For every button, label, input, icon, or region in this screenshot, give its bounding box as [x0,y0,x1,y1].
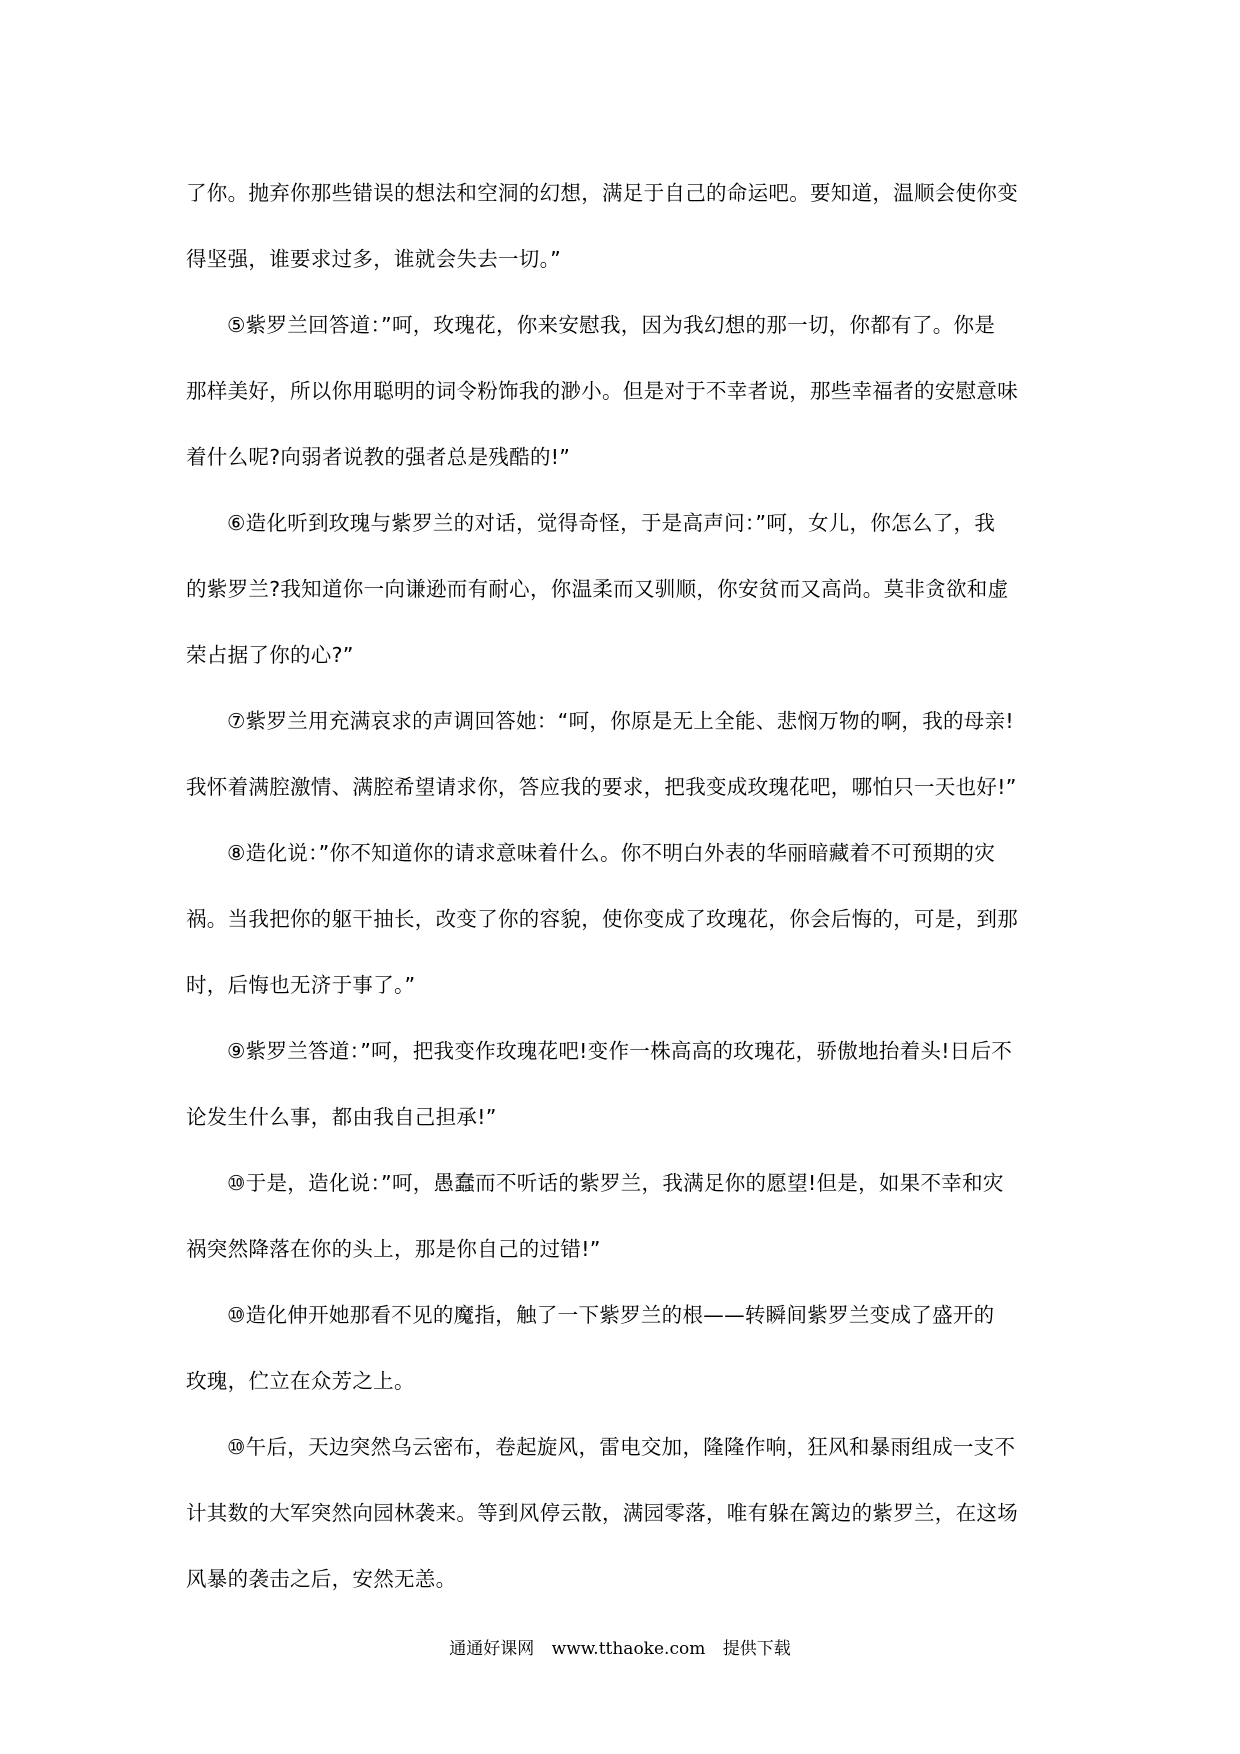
text-line: 风暴的袭击之后，安然无恙。 [186,1567,457,1591]
page-footer [0,1634,1240,1659]
text-line: 论发生什么事，都由我自己担承!” [186,1105,497,1129]
text-line: 了你。抛弃你那些错误的想法和空洞的幻想，满足于自己的命运吧。要知道，温顺会使你变 [186,181,1018,205]
text-line: 荣占据了你的心?” [186,643,354,667]
text-line: 我怀着满腔激情、满腔希望请求你，答应我的要求，把我变成玫瑰花吧，哪怕只一天也好!” [186,775,1017,799]
text-line: 着什么呢?向弱者说教的强者总是残酷的!” [186,445,571,469]
footer-url-link[interactable]: www.tthaoke.com [551,1639,706,1659]
paragraph-7-line: ⑦紫罗兰用充满哀求的声调回答她：“呵，你原是无上全能、悲悯万物的啊，我的母亲! [227,709,1014,733]
paragraph-11-line: ⑩造化伸开她那看不见的魔指，触了一下紫罗兰的根——转瞬间紫罗兰变成了盛开的 [227,1303,995,1327]
text-line: 那样美好，所以你用聪明的词令粉饰我的渺小。但是对于不幸者说，那些幸福者的安慰意味 [186,379,1018,403]
text-line: 时，后悔也无济于事了。” [186,973,416,997]
text-line: 计其数的大军突然向园林袭来。等到风停云散，满园零落，唯有躲在篱边的紫罗兰，在这场 [186,1501,1018,1525]
text-line: 得坚强，谁要求过多，谁就会失去一切。” [186,247,562,271]
text-line: 玫瑰，伫立在众芳之上。 [186,1369,415,1393]
text-line: 的紫罗兰?我知道你一向谦逊而有耐心，你温柔而又驯顺，你安贫而又高尚。莫非贪欲和虚 [186,577,1009,601]
paragraph-10-line: ⑩于是，造化说：”呵，愚蠢而不听话的紫罗兰，我满足你的愿望!但是，如果不幸和灾 [227,1171,1004,1195]
paragraph-6-line: ⑥造化听到玫瑰与紫罗兰的对话，觉得奇怪，于是高声问：”呵，女儿，你怎么了，我 [227,511,996,535]
document-body [186,160,1066,1612]
paragraph-9-line: ⑨紫罗兰答道：”呵，把我变作玫瑰花吧!变作一株高高的玫瑰花，骄傲地抬着头!日后不 [227,1039,1013,1063]
text-line: 祸。当我把你的躯干抽长，改变了你的容貌，使你变成了玫瑰花，你会后悔的，可是，到那 [186,907,1018,931]
footer-suffix: 提供下载 [722,1639,791,1659]
paragraph-5-line: ⑤紫罗兰回答道：”呵，玫瑰花，你来安慰我，因为我幻想的那一切，你都有了。你是 [227,313,996,337]
text-line: 祸突然降落在你的头上，那是你自己的过错!” [186,1237,601,1261]
paragraph-8-line: ⑧造化说：”你不知道你的请求意味着什么。你不明白外表的华丽暗藏着不可预期的灾 [227,841,996,865]
paragraph-12-line: ⑩午后，天边突然乌云密布，卷起旋风，雷电交加，隆隆作响，狂风和暴雨组成一支不 [227,1435,1016,1459]
footer-site-name: 通通好课网 [449,1639,535,1659]
